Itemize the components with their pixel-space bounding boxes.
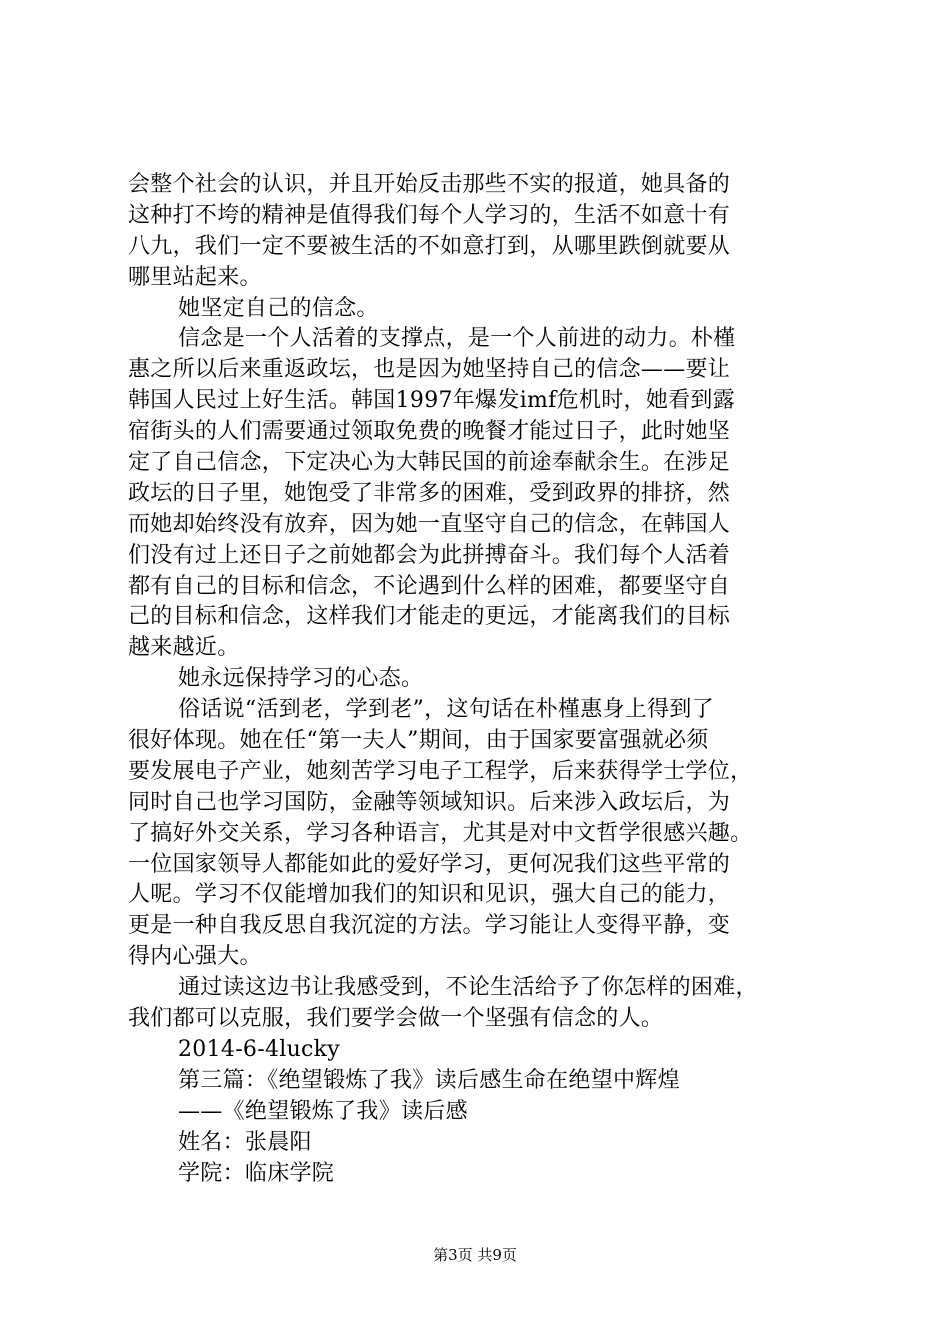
text-line: 哪里站起来。: [128, 264, 262, 290]
text-line: 定了自己信念，下定决心为大韩民国的前途奉献余生。在涉足: [128, 450, 731, 476]
text-line: 一位国家领导人都能如此的爱好学习，更何况我们这些平常的: [128, 851, 731, 877]
text-line: 更是一种自我反思自我沉淀的方法。学习能让人变得平静，变: [128, 913, 731, 939]
page-footer: 第3页 共9页: [433, 1246, 517, 1264]
text-line: 姓名：张晨阳: [178, 1129, 312, 1155]
text-line: 己的目标和信念，这样我们才能走的更远，才能离我们的目标: [128, 604, 731, 630]
text-line: 了搞好外交关系，学习各种语言，尤其是对中文哲学很感兴趣。: [128, 820, 753, 846]
text-line: 政坛的日子里，她饱受了非常多的困难，受到政界的排挤，然: [128, 480, 731, 506]
text-line: 惠之所以后来重返政坛，也是因为她坚持自己的信念——要让: [128, 357, 731, 383]
text-line: 很好体现。她在任“第一夫人”期间，由于国家要富强就必须: [128, 728, 709, 754]
text-line: 得内心强大。: [128, 944, 262, 970]
text-line: 同时自己也学习国防，金融等领域知识。后来涉入政坛后，为: [128, 789, 731, 815]
text-line: 会整个社会的认识，并且开始反击那些不实的报道，她具备的: [128, 172, 731, 197]
text-line: 宿街头的人们需要通过领取免费的晚餐才能过日子，此时她坚: [128, 419, 731, 445]
text-line: 信念是一个人活着的支撑点，是一个人前进的动力。朴槿: [178, 326, 736, 352]
text-line: 而她却始终没有放弃，因为她一直坚守自己的信念，在韩国人: [128, 511, 731, 537]
text-line: 们没有过上还日子之前她都会为此拼搏奋斗。我们每个人活着: [128, 542, 731, 568]
text-line: 通过读这边书让我感受到，不论生活给予了你怎样的困难，: [178, 975, 758, 1001]
text-line: 她坚定自己的信念。: [178, 295, 379, 321]
document-body: [128, 170, 833, 1189]
text-line: 学院：临床学院: [178, 1160, 335, 1186]
text-line: ——《绝望锻炼了我》读后感: [178, 1098, 468, 1124]
text-line: 人呢。学习不仅能增加我们的知识和见识，强大自己的能力，: [128, 882, 731, 908]
text-line: 都有自己的目标和信念，不论遇到什么样的困难，都要坚守自: [128, 573, 731, 599]
text-line: 2014-6-4lucky: [178, 1036, 341, 1062]
text-line: 俗话说“活到老，学到老”，这句话在朴槿惠身上得到了: [178, 697, 714, 723]
text-line: 第三篇：《绝望锻炼了我》读后感生命在绝望中辉煌: [178, 1067, 680, 1093]
text-line: 越来越近。: [128, 635, 240, 661]
text-line: 她永远保持学习的心态。: [178, 666, 424, 692]
text-line: 要发展电子产业，她刻苦学习电子工程学，后来获得学士学位，: [128, 758, 753, 784]
text-line: 八九，我们一定不要被生活的不如意打到，从哪里跌倒就要从: [128, 233, 731, 259]
text-line: 我们都可以克服，我们要学会做一个坚强有信念的人。: [128, 1006, 664, 1032]
text-line: 这种打不垮的精神是值得我们每个人学习的，生活不如意十有: [128, 202, 731, 228]
text-line: 韩国人民过上好生活。韩国1997年爆发imf危机时，她看到露: [128, 388, 736, 414]
